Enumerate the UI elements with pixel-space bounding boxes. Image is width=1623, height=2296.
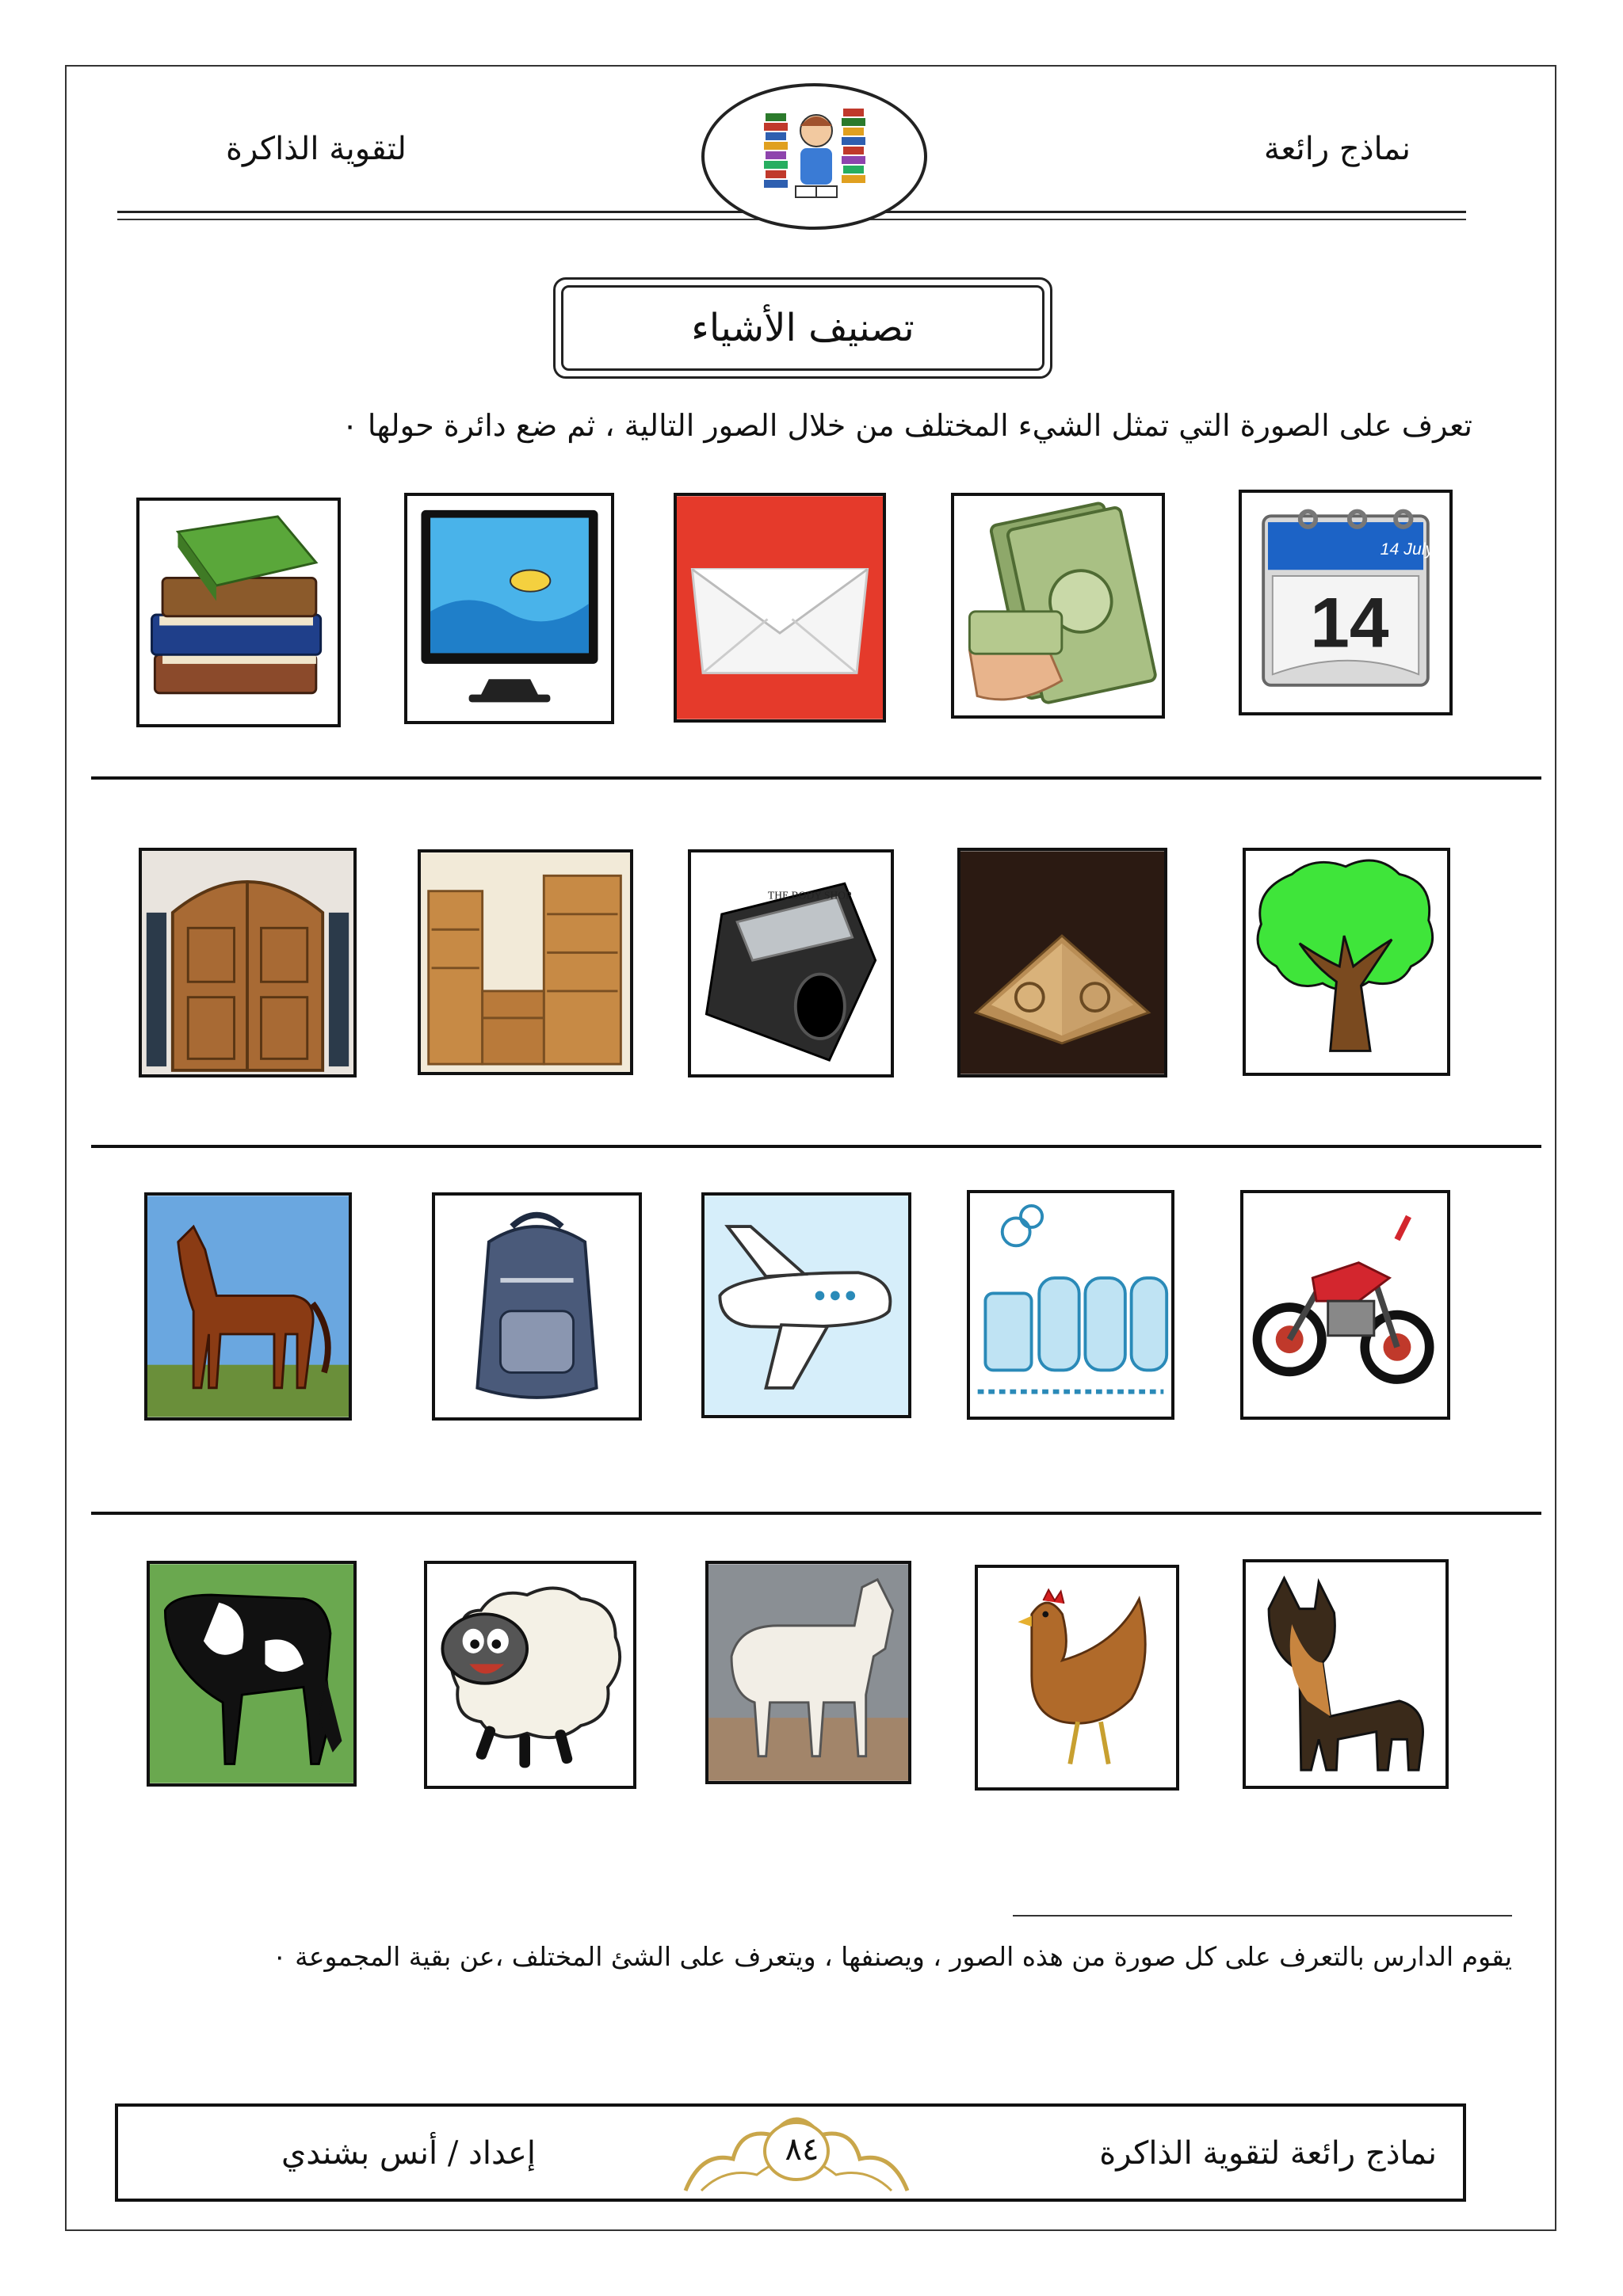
envelope-icon (677, 496, 883, 719)
calendar-icon (1242, 493, 1449, 712)
header-logo (701, 83, 927, 230)
airplane-icon (705, 1196, 908, 1415)
door-icon (142, 851, 353, 1074)
page-title: تصنيف الأشياء (561, 285, 1044, 371)
quran-stand-icon (960, 851, 1164, 1074)
picture-goat[interactable] (705, 1561, 911, 1784)
picture-door[interactable] (139, 848, 357, 1077)
picture-quran-stand[interactable] (957, 848, 1167, 1077)
row-separator (91, 776, 1541, 780)
header-series-title: نماذج رائعة (1263, 131, 1411, 167)
picture-train[interactable] (967, 1190, 1174, 1420)
picture-motorcycle[interactable] (1240, 1190, 1450, 1420)
bookshelf-icon (421, 852, 630, 1072)
cow-icon (150, 1564, 353, 1783)
picture-tree[interactable] (1243, 848, 1450, 1076)
header-subtitle: لتقوية الذاكرة (226, 131, 407, 167)
row-separator (91, 1145, 1541, 1148)
picture-backpack[interactable] (432, 1192, 642, 1421)
instruction-text: تعرف على الصورة التي تمثل الشيء المختلف من خلال الصور التالية ، ثم ضع دائرة حولها ٠ (342, 408, 1472, 443)
motorcycle-icon (1243, 1193, 1447, 1417)
svg-text:14: 14 (1310, 582, 1389, 662)
books-icon (139, 501, 338, 724)
note-rule (1013, 1915, 1512, 1917)
picture-airplane[interactable] (701, 1192, 911, 1418)
picture-pencil-sharpener[interactable] (688, 849, 894, 1077)
sheep-icon (427, 1564, 633, 1786)
picture-books[interactable] (136, 498, 341, 727)
picture-bookshelf[interactable] (418, 849, 633, 1075)
money-icon (954, 496, 1162, 715)
train-icon (970, 1193, 1171, 1417)
footer-series-title: نماذج رائعة لتقوية الذاكرة (1099, 2135, 1437, 2172)
goat-icon (708, 1564, 908, 1781)
picture-calendar[interactable] (1239, 490, 1453, 715)
svg-text:14 July: 14 July (1380, 539, 1434, 559)
title-frame (553, 277, 1052, 379)
picture-chicken[interactable] (975, 1565, 1179, 1791)
footer-author: إعداد / أنس بشندي (281, 2135, 536, 2172)
tree-icon (1246, 851, 1447, 1073)
chicken-icon (978, 1568, 1176, 1787)
teacher-note: يقوم الدارس بالتعرف على كل صورة من هذه الصور ، ويصنفها ، ويتعرف على الشئ المختلف ،عن بقية المجموعة ٠ (272, 1941, 1512, 1972)
picture-dog[interactable] (1243, 1559, 1449, 1789)
picture-envelope[interactable] (674, 493, 886, 723)
backpack-icon (435, 1196, 639, 1417)
sharpener-brand-label: THE BODY SHOP (767, 889, 852, 902)
picture-sheep[interactable] (424, 1561, 636, 1789)
picture-horse[interactable] (144, 1192, 352, 1421)
row-separator (91, 1512, 1541, 1515)
picture-cow[interactable] (147, 1561, 357, 1787)
television-icon (407, 496, 611, 721)
student-reading-books-icon (759, 97, 870, 216)
dog-icon (1246, 1562, 1445, 1786)
page-border (65, 65, 1556, 2231)
pencil-sharpener-icon (691, 852, 891, 1074)
page-number: ٨٤ (785, 2131, 819, 2168)
horse-icon (147, 1196, 349, 1417)
picture-money[interactable] (951, 493, 1165, 719)
picture-television[interactable] (404, 493, 614, 724)
